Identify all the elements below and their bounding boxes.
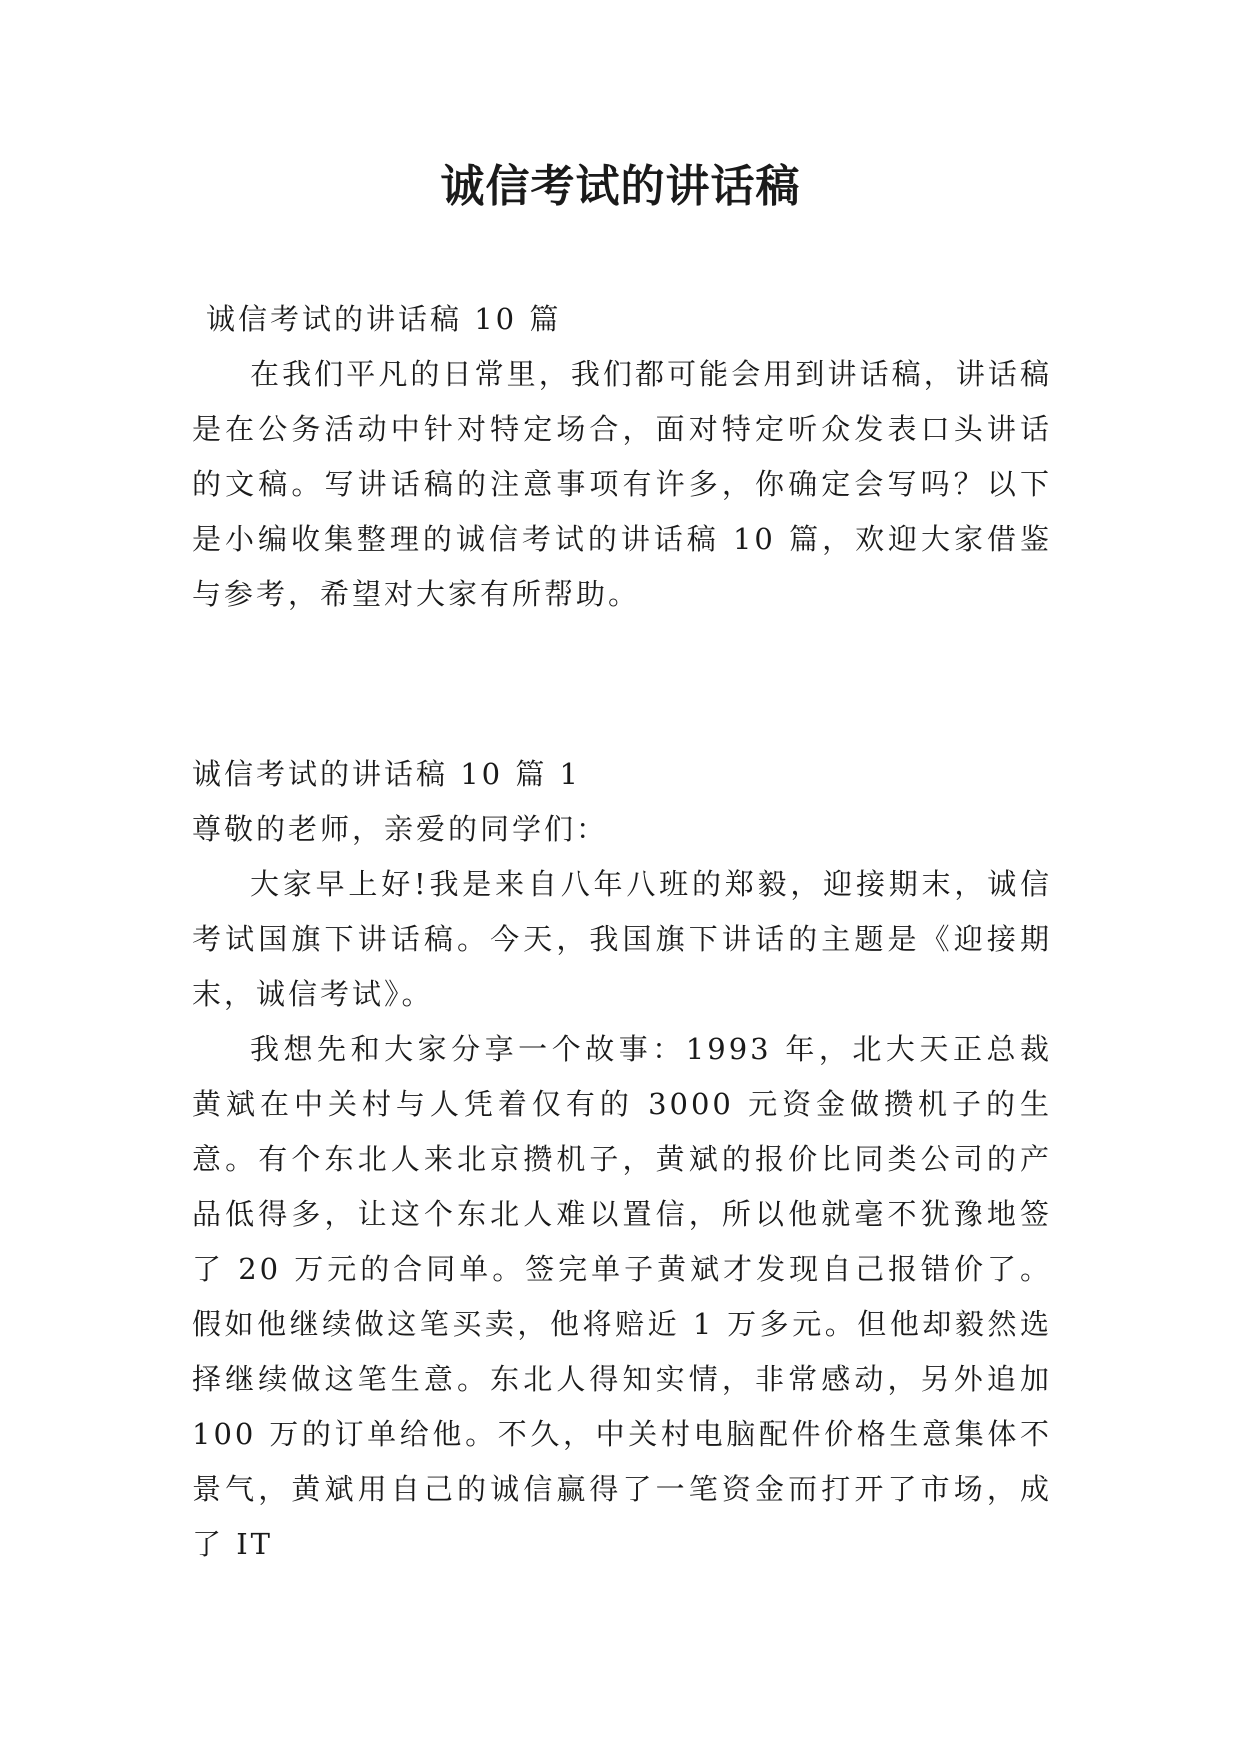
greeting-line: 尊敬的老师，亲爱的同学们： [192,812,609,846]
section-spacer [192,622,1052,747]
document-subtitle: 诚信考试的讲话稿 10 篇 [206,302,562,336]
section-heading: 诚信考试的讲话稿 10 篇 1 [192,757,582,791]
document-body [192,292,1052,1572]
intro-paragraph: 在我们平凡的日常里，我们都可能会用到讲话稿，讲话稿是在公务活动中针对特定场合，面对特定听众发表口头讲话的文稿。写讲话稿的注意事项有许多，你确定会写吗？以下是小编收集整理的诚信考试的讲话稿 10 篇，欢迎大家借鉴与参考，希望对大家有所帮助。 [192,357,1052,611]
body-paragraph-1: 大家早上好!我是来自八年八班的郑毅，迎接期末，诚信考试国旗下讲话稿。今天，我国旗下讲话的主题是《迎接期末，诚信考试》。 [192,867,1052,1011]
document-title: 诚信考试的讲话稿 [440,161,801,212]
body-paragraph-2: 我想先和大家分享一个故事：1993 年，北大天正总裁黄斌在中关村与人凭着仅有的 3000 元资金做攒机子的生意。有个东北人来北京攒机子，黄斌的报价比同类公司的产品低得多，让这个东北人难以置信，所以他就毫不犹豫地签了 20 万元的合同单。签完单子黄斌才发现自己报错价了。假如他继续做这笔买卖，他将赔近 1 万多元。但他却毅然选择继续做这笔生意。东北人得知实情，非常感动，另外追加 100 万的订单给他。不久，中关村电脑配件价格生意集体不景气，黄斌用自己的诚信赢得了一笔资金而打开了市场，成了 IT [192,1032,1052,1561]
